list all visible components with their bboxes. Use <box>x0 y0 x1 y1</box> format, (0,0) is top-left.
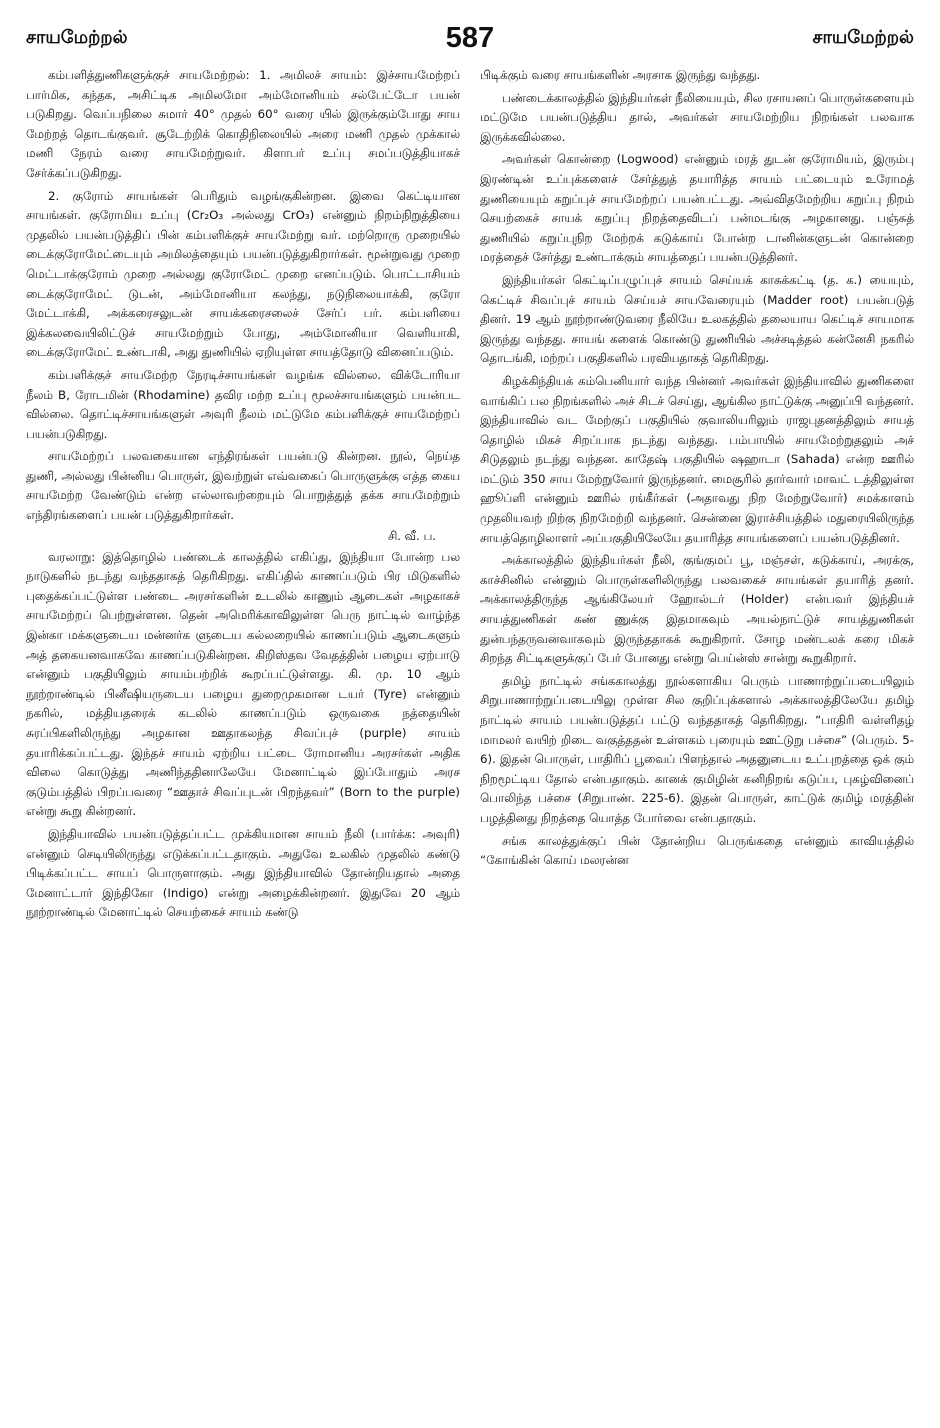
running-title-right: சாயமேற்றல் <box>812 26 914 48</box>
paragraph-history: வரலாறு: இத்தொழில் பண்டைக் காலத்தில் எகிப்து, இந்தியா போன்ற பல நாடுகளில் நடந்து வந்ததாகத் தெரிகிறது. எகிப்தில் காணப்படும் பிர மிடுகளில் புதைக்கப்பட்டுள்ள பண்டை அரசர்களின் உடலில் காணும் ஆடைகள் அழகாகச் சாயமேற்றப் பெற்றுள்ளன. தென் அமெரிக்காவிலுள்ள பெரு நாட்டில் வாழ்ந்த இன்கா மக்களுடைய மன்னர்க ளுடைய கல்லறையில் காணப்படும் ஆடைகளும் அத் தகையனவாகவே காணப்படுகின்றன. கிறிஸ்தவ வேதத்தின் பழைய ஏற்பாடு என்னும் பகுதியிலும் சாயம்பற்றிக் கூறப்பட்டுள்ளது. கி. மு. 10 ஆம் நூற்றாண்டில் பினீஷியருடைய பழைய துறைமுகமான டயர் (Tyre) என்னும் நகரில், மத்தியதரைக் கடலில் காணப்படும் ஒருவகை நத்தையின் சுரப்பிகளிலிருந்து அழகான ஊதாகலந்த சிவப்புச் (purple) சாயம் தயாரிக்கப்பட்டது. இந்தச் சாயம் ஏற்றிய பட்டை ரோமானிய அரசர்கள் அதிக விலை கொடுத்து அணிந்ததினாலேயே மேனாட்டில் இப்போதும் அரச குடும்பத்தில் பிறப்பவரை “ஊதாச் சிவப்புடன் பிறந்தவர்” (Born to the purple) என்று கூறு கின்றனர். <box>26 549 460 819</box>
paragraph-chrome-dyes: 2. குரோம் சாயங்கள் பெரிதும் வழங்குகின்றன. இவை கெட்டியான சாயங்கள். குரோமிய உப்பு (Cr₂O₃ அல்லது CrO₃) என்னும் நிறம்நிறுத்தியை முதலில் பயன்படுத்திப் பின் கம்பளிக்குச் சாயமேற்று வர். மற்றொரு முறையில் டைக்குரோமேட்டையும் அமிலத்தையும் பயன்படுத்துகிறார்கள். மூன்றுவது முறை மெட்டாக்குரோம் முறை அல்லது குரோமேட் முறை எனப்படும். பொட்டாசியம் டைக்குரோமேட் டுடன், அம்மோனியா கலந்து, நடுநிலையாக்கி, குரோ மேட்டாக்கி, அக்கரைசலுடன் சாயக்கரைசலைச் சேர்ப் பர். கம்பளியை இக்கலவையிலிட்டுச் சாயமேற்றும் போது, அம்மோனியா வெளியாகி, டைக்குரோமேட் உண்டாகி, அது துணியில் ஏறியுள்ள சாயத்தோடு வினைப்படும். <box>26 188 460 360</box>
left-column <box>26 66 460 1408</box>
paragraph-sangam-literature: தமிழ் நாட்டில் சங்ககாலத்து நூல்களாகிய பெரும் பாணாற்றுப்படையிலும் சிறுபாணாற்றுப்படையிலு முள்ள சில குறிப்புக்களால் அக்காலத்திலேயே தமிழ் நாட்டில் சாயம் பயன்படுத்தப் பட்டு வந்ததாகத் தெரிகிறது. “பாதிரி வள்ளிதழ் மாமலர் வயிற் றிடை வகுத்ததன் உள்ளகம் புரையும் ஊட்டுறு பச்சை” (பெரும். 5-6). இதன் பொருள், பாதிரிப் பூவைப் பிளந்தால் அதனுடைய உட்புறத்தை ஒக் கும் நிறமூட்டிய தோல் என்பதாகும். கானக் குமிழின் கனிநிறங் கடுப்ப, புகழ்வினைப் பொலிந்த பச்சை (சிறுபாண். 225-6). இதன் பொருள், காட்டுக் குமிழ் மரத்தின் பழத்தினது நிறத்தை யொத்த போர்வை என்பதாகும். <box>480 673 914 825</box>
author-signature: சி. வீ. ப. <box>387 528 436 543</box>
paragraph-east-india-company: கிழக்கிந்தியக் கம்பெனியார் வந்த பின்னர் அவர்கள் இந்தியாவில் துணிகளை வாங்கிப் பல நிறங்களில் அச் சிடச் செய்து, ஆங்கில நாட்டுக்கு அனுப்பி வந்தனர். இந்தியாவில் வட மேற்குப் பகுதியில் குவாலியரிலும் ராஜபுதனத்திலும் சாயத் தொழில் மிகச் சிறப்பாக நடந்து வந்தது. பம்பாயில் சாயமேற்றுதலும் அச் சிடுதலும் நடந்து வந்தன. காதேஷ் பகுதியில் ஷஹாடா (Sahada) என்ற ஊரில் மட்டும் 350 சாய மேற்றுவோர் இருந்தனர். மைசூரில் தார்வார் மாவட் டத்திலுள்ள ஹூப்ளி என்னும் ஊரில் ரங்கீர்கள் (அதாவது நிற மேற்றுவோர்) சமக்காளம் முதலியவற் றிற்கு நிறமேற்றி வந்தனர். சென்னை இராச்சியத்தில் மதுரையிலிருந்த சாயத்தொழிலாளர் அப்பகுதியிலேயே தயாரித்த சாயங்களைப் பயன்படுத்தினர். <box>480 373 914 545</box>
paragraph-perungathai: சங்க காலத்துக்குப் பின் தோன்றிய பெருங்கதை என்னும் காவியத்தில் “கோங்கின் கொய் மலரன்ன <box>480 833 914 868</box>
paragraph-ancient-india: பண்டைக்காலத்தில் இந்தியர்கள் நீலியையும், சில ரசாயனப் பொருள்களையும் மட்டுமே பயன்படுத்திய தால், அவர்கள் சாயமேற்றிய நிறங்கள் பலவாக இருக்கவில்லை. <box>480 90 914 144</box>
paragraph-wool-acid-dye: கம்பளித்துணிகளுக்குச் சாயமேற்றல்: 1. அமிலச் சாயம்: இச்சாயமேற்றப் பார்மிக, கந்தக, அசிட்டிக அமிலமோ அம்மோனியம் சல்பேட்டோ பயன் படுகிறது. வெப்பநிலை சுமார் 40° முதல் 60° வரை யில் இருக்கும்போது சாய மேற்றத் தொடங்குவர். சூடேற்றிக் கொதிநிலையில் அரை மணி முதல் முக்கால் மணி நேரம் வரை சாயமேற்றுவர். கிளாபர் உப்பு சமப்படுத்தியாகச் சேர்க்கப்படுகிறது. <box>26 68 460 180</box>
paragraph-dyeing-machines: சாயமேற்றப் பலவகையான எந்திரங்கள் பயன்படு கின்றன. நூல், நெய்த துணி, அல்லது பின்னிய பொருள், இவற்றுள் எவ்வகைப் பொருளுக்கு எத்த கைய சாயமேற்ற வேண்டும் என்ற எல்லாவற்றையும் பொறுத்துத் தக்க சாயமேற்றும் எந்திரங்களைப் பயன் படுத்துகிறார்கள். <box>26 449 460 523</box>
paragraph-continuation: பிடிக்கும் வரை சாயங்களின் அரசாக இருந்து வந்தது. <box>480 68 761 82</box>
page-number: 587 <box>445 21 495 54</box>
running-title-left: சாயமேற்றல் <box>26 26 128 48</box>
page-header <box>26 18 914 58</box>
paragraph-indigo: இந்தியாவில் பயன்படுத்தப்பட்ட முக்கியமான சாயம் நீலி (பார்க்க: அவுரி) என்னும் செடியிலிருந்து எடுக்கப்பட்டதாகும். அதுவே உலகில் முதலில் கண்டு பிடிக்கப்பட்ட சாயப் பொருளாகும். அது இந்தியாவில் தோன்றியதால் அதை மேனாட்டார் இந்திகோ (Indigo) என்று அழைக்கின்றனர். இதுவே 20 ஆம் நூற்றாண்டில் மேனாட்டில் செயற்கைச் சாயம் கண்டு <box>26 826 460 920</box>
paragraph-logwood: அவர்கள் கொன்றை (Logwood) என்னும் மரத் துடன் குரோமியம், இரும்பு இரண்டின் உப்புக்களைச் சேர்த்துத் தயாரித்த சாயம் பட்டையும் உரோமத் துணியையும் கறுப்புச் சாயமேற்றப் பயன்பட்டது. அவ்விதமேற்றிய கறுப்பு நிறம் செயற்கைச் சாயக் கறுப்பு நிறத்தைவிடப் பன்மடங்கு அழகானது. பஞ்சுத் துணியில் கறுப்புநிற மேற்றக் கடுக்காய் போன்ற டானின்களுடன் கொன்றை மரத்தைச் சேர்த்து உண்டாக்கும் சாயத்தைப் பயன்படுத்தினர். <box>480 152 914 265</box>
text-columns <box>26 66 914 1408</box>
paragraph-madder: இந்தியர்கள் கெட்டிப்பழுப்புச் சாயம் செய்யக் காசுக்கட்டி (த. க.) யையும், கெட்டிச் சிவப்புச் சாயம் செய்யச் சாயவேரையும் (Madder root) பயன்படுத் தினர். 19 ஆம் நூற்றாண்டுவரை நீலியே உலகத்தில் தலையாய கெட்டிச் சாயமாக இருந்து வந்தது. சாயங் களைக் கொண்டு துணியில் அச்சடித்தல் கன்னேசி நகரில் தொடங்கி, மற்றப் பகுதிகளில் பரவியதாகத் தெரிகிறது. <box>480 272 914 366</box>
paragraph-holder: அக்காலத்தில் இந்தியர்கள் நீலி, குங்குமப் பூ, மஞ்சள், கடுக்காய், அரக்கு, காச்சினில் என்னும் பொருள்களிலிருந்து பலவகைச் சாயங்கள் தயாரித் தனர். அக்காலத்திருந்த ஆங்கிலேயர் ஹோல்டர் (Holder) என்பவர் இந்தியச் சாயத்துணிகள் கண் ணுக்கு இதமாகவும் அயல்நாட்டுச் சாயத்துணிகள் துன்பந்தருவனவாகவும் இருந்ததாகக் கூறுகிறார். சோழ மண்டலக் கரை மிகச் சிறந்த சிட்டிகளுக்குப் பேர் போனது என்று பெய்ன்ஸ் சான்று கூறுகிறார். <box>480 553 914 666</box>
paragraph-direct-dyes: கம்பளிக்குச் சாயமேற்ற நேரடிச்சாயங்கள் வழங்க வில்லை. விக்டோரியா நீலம் B, ரோடமின் (Rhodamine) தவிர மற்ற உப்பு மூலச்சாயங்களும் பயன்பட வில்லை. தொட்டிச்சாயங்களுள் அவுரி நீலம் மட்டுமே கம்பளிக்குச் சாயமேற்றப் பயன்படுகிறது. <box>26 367 460 441</box>
right-column <box>480 66 914 1408</box>
